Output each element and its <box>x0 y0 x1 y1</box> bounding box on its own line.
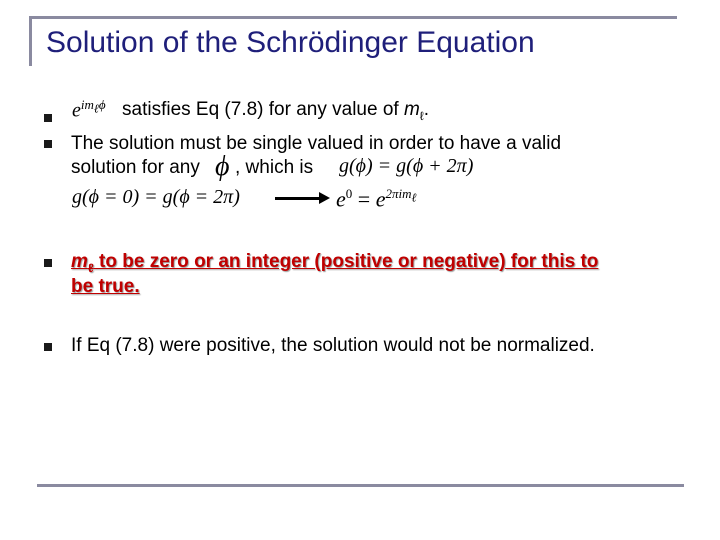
bullet-text-3-line1 <box>71 250 598 280</box>
slide-frame-top <box>29 16 677 19</box>
boundary-equation: g(ϕ = 0) = g(ϕ = 2π) <box>72 186 240 208</box>
bullet-3-var-sub: ℓ <box>87 260 94 275</box>
bullet-1-text: satisfies Eq (7.8) for any value of <box>122 99 404 120</box>
bullet-marker-2 <box>44 140 52 148</box>
bullet-text-2-line2-middle: , which is <box>235 157 314 178</box>
bullet-text-4: If Eq (7.8) were positive, the solution would not be normalized. <box>71 335 595 356</box>
slide-frame-bottom <box>37 484 684 487</box>
bullet-text-2-line2-start: solution for any <box>71 157 200 178</box>
bullet-marker-3 <box>44 259 52 267</box>
bullet-text-1 <box>122 98 429 128</box>
bullet-3-var: m <box>71 251 88 272</box>
bullet-text-2-line1: The solution must be single valued in order to have a valid <box>71 133 562 154</box>
bullet-3-text-1: to be zero or an integer (positive or negative) for this to <box>93 251 599 272</box>
exponential-term <box>72 97 106 123</box>
exp-power: imℓϕ <box>80 97 106 116</box>
implies-arrow-line <box>275 197 321 200</box>
exponential-equality <box>336 186 416 212</box>
bullet-marker-4 <box>44 343 52 351</box>
periodicity-equation: g(ϕ) = g(ϕ + 2π) <box>339 155 474 177</box>
slide-frame-left <box>29 16 32 66</box>
exp-left-power: 0 <box>345 186 353 201</box>
exp-right-power: 2πimℓ <box>385 186 417 205</box>
exp-base: e <box>72 99 81 122</box>
bullet-1-var-sub: ℓ <box>419 108 424 123</box>
exp-left-base: e <box>336 186 346 212</box>
bullet-text-3-line2: be true. <box>71 276 140 297</box>
implies-arrow-head <box>319 192 330 204</box>
phi-symbol: ϕ <box>215 151 230 182</box>
bullet-marker-1 <box>44 114 52 122</box>
slide-title: Solution of the Schrödinger Equation <box>46 26 535 59</box>
exp-right-base: e <box>375 186 386 212</box>
exp-equals: = <box>357 186 371 212</box>
bullet-1-end: . <box>423 99 429 120</box>
bullet-1-var: m <box>403 99 420 120</box>
